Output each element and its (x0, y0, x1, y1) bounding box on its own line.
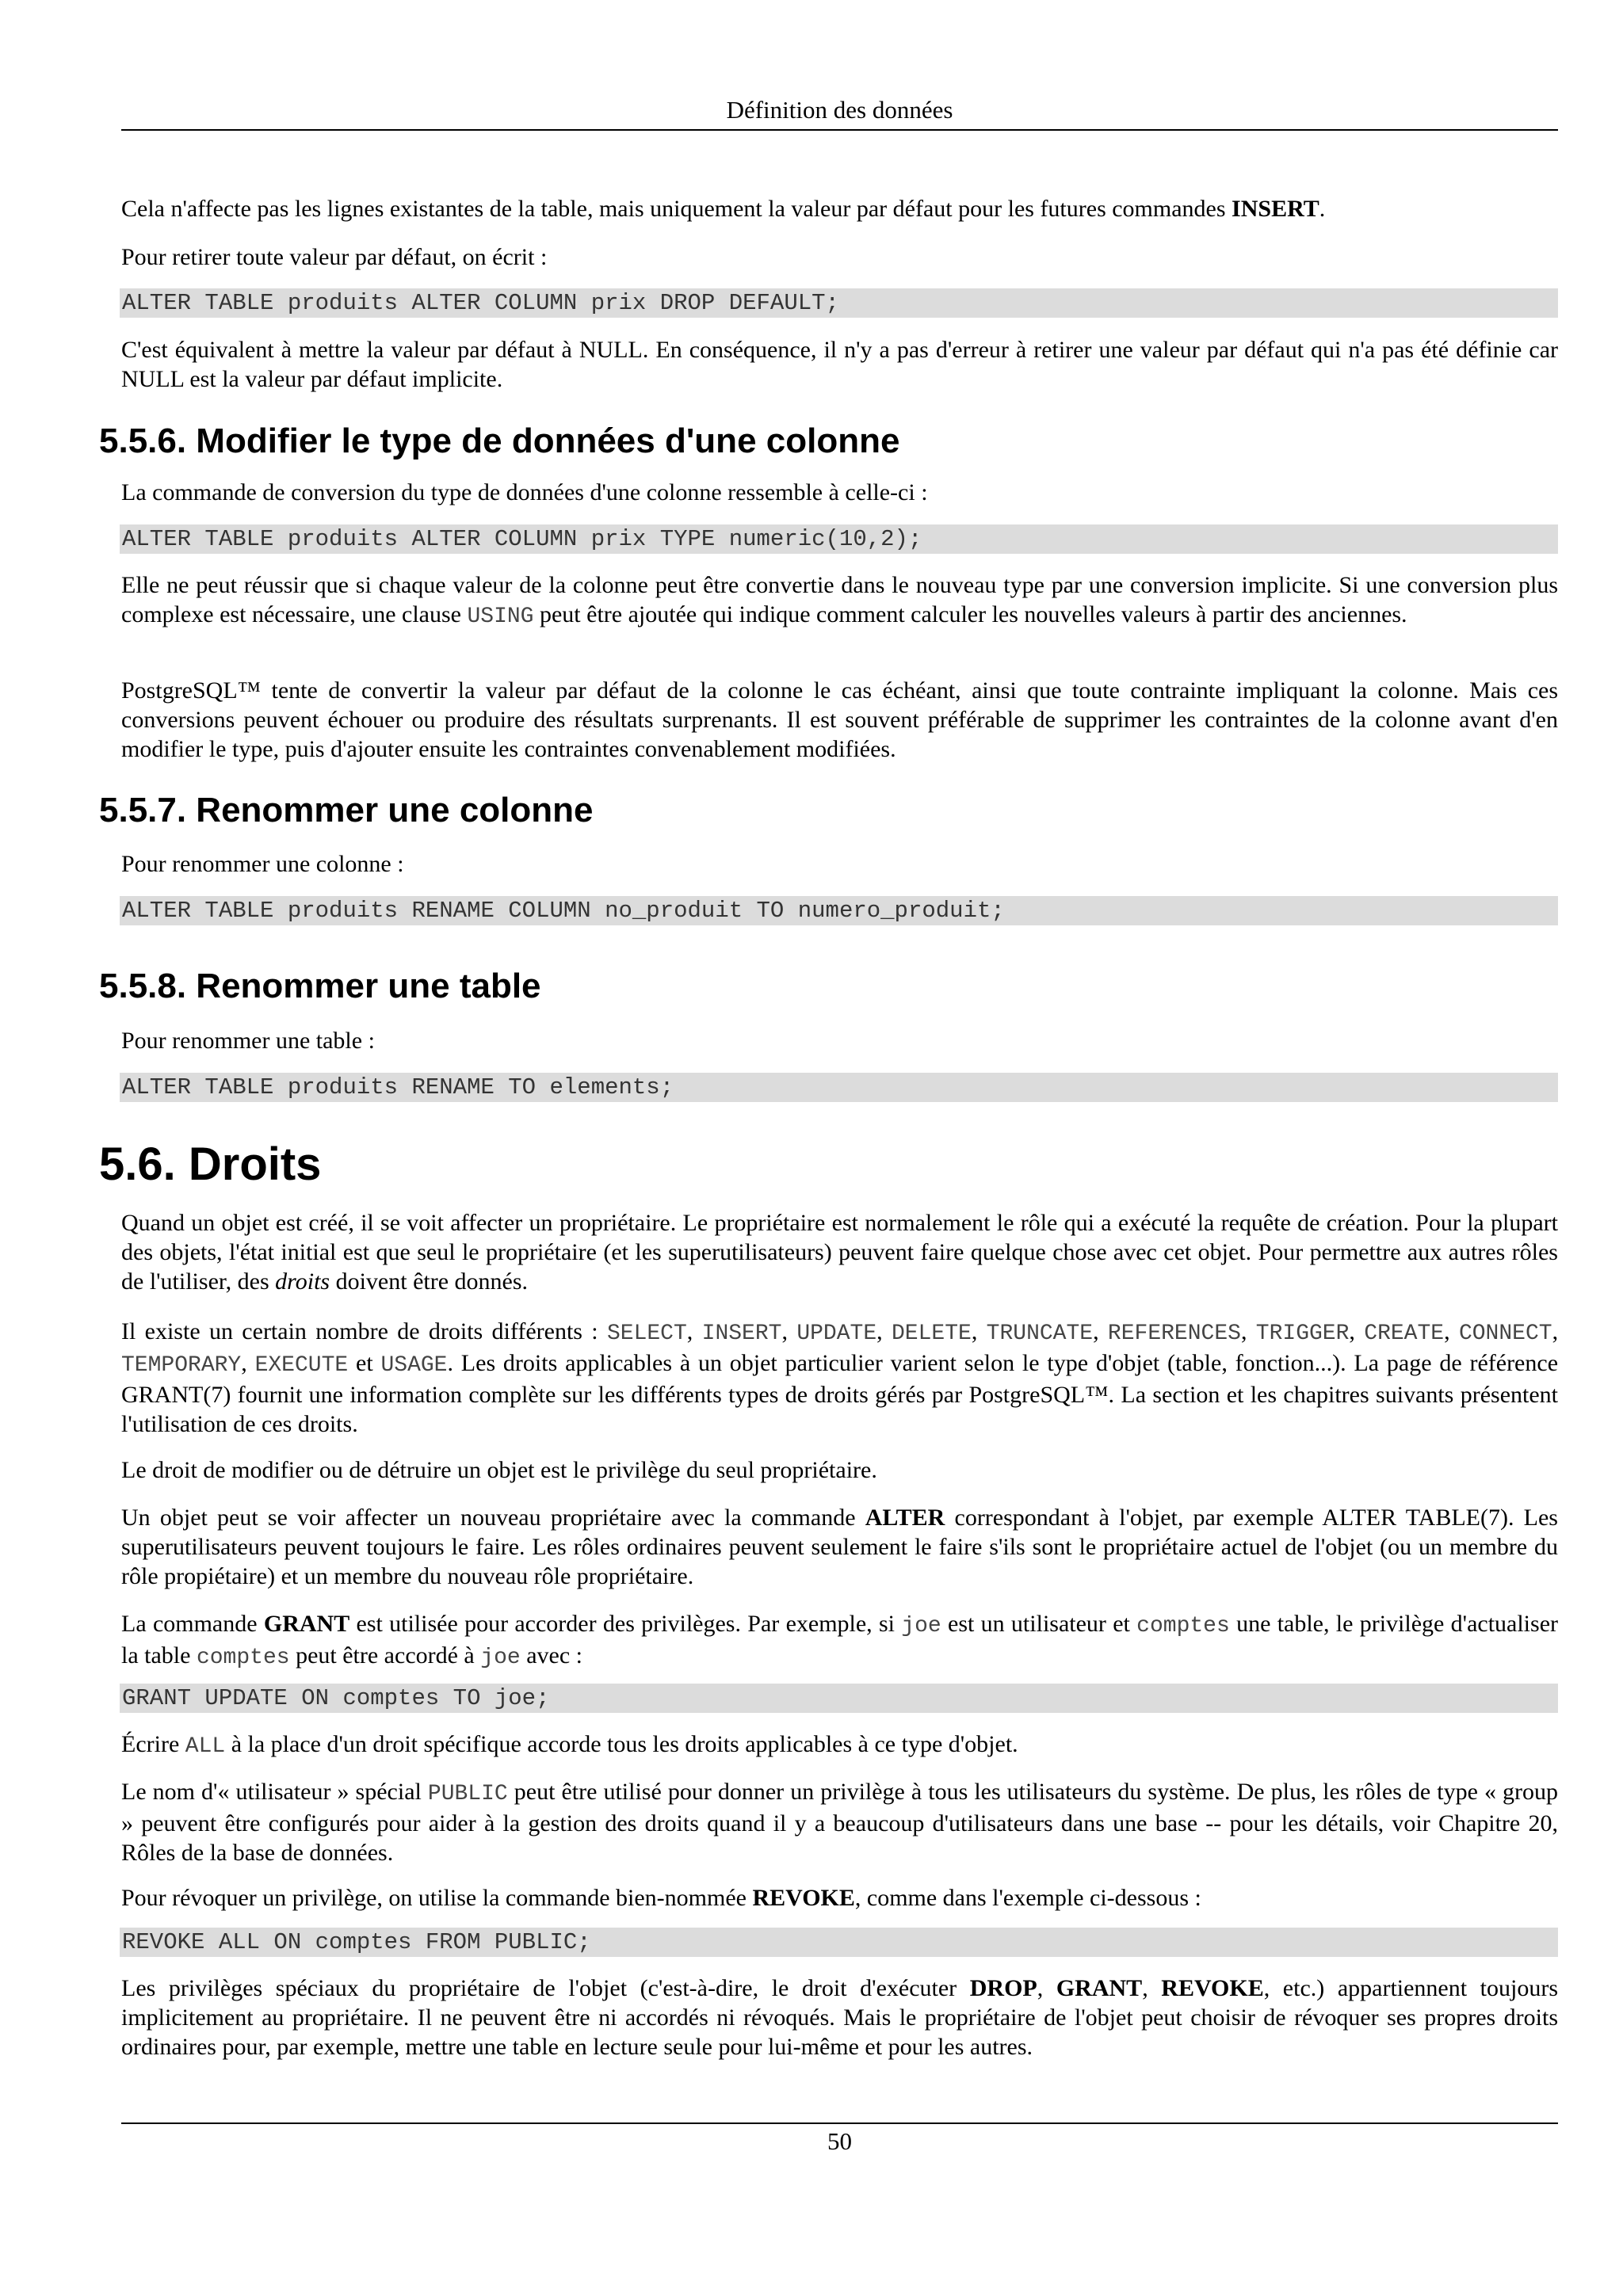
keyword-revoke: REVOKE (752, 1885, 855, 1911)
paragraph: PostgreSQL™ tente de convertir la valeur par défaut de la colonne le cas échéant, ainsi que toute contrainte impliquant la colonne. Mais ces conversions peuvent échouer ou produire des résultats surprenants. Il est souvent préférable de supprimer les contraintes de la colonne avant d'en modifier le type, puis d'ajouter ensuite les contraintes convenablement modifiées. (121, 677, 1558, 762)
inline-code: TEMPORARY (121, 1353, 242, 1378)
text: Cela n'affecte pas les lignes existantes de la table, mais uniquement la valeur par défaut pour les futures commandes (121, 196, 1232, 222)
code-block: ALTER TABLE produits ALTER COLUMN prix DROP DEFAULT; (120, 288, 1558, 318)
text: , comme dans l'exemple ci-dessous : (854, 1885, 1201, 1911)
text: Écrire (121, 1731, 185, 1757)
keyword-grant: GRANT (263, 1611, 350, 1637)
paragraph (121, 1883, 1558, 1913)
paragraph: Pour renommer une table : (121, 1028, 375, 1054)
section-heading-5-6: 5.6. Droits (99, 1138, 322, 1190)
keyword-alter: ALTER (865, 1505, 945, 1531)
text: Pour révoquer un privilège, on utilise la commande bien-nommée (121, 1885, 753, 1911)
section-heading-5-5-8: 5.5.8. Renommer une table (99, 967, 541, 1005)
text: , (686, 1318, 702, 1344)
code-block: ALTER TABLE produits ALTER COLUMN prix TYPE numeric(10,2); (120, 524, 1558, 554)
inline-code: REFERENCES (1107, 1322, 1241, 1346)
text: , (1037, 1975, 1056, 2001)
text: correspondant à l'objet, par exemple ALTER TABLE(7). Les superutilisateurs peuvent toujours le faire. Les rôles ordinaires peuvent seulement le faire s'ils sont le propriétaire actuel de l'objet (ou un membre du rôle propiétaire) et un membre du nouveau rôle propriétaire. (121, 1505, 1558, 1589)
text: Il existe un certain nombre de droits différents : (121, 1318, 607, 1344)
page-number: 50 (827, 2127, 852, 2155)
inline-code: UPDATE (796, 1322, 877, 1346)
text: Le nom d'« utilisateur » spécial (121, 1779, 428, 1805)
text: Les privilèges spéciaux du propriétaire de l'objet (c'est-à-dire, le droit d'exécuter (121, 1975, 970, 2001)
header-rule (121, 129, 1558, 131)
text: une table, le privilège d'actualiser la table (121, 1611, 1558, 1669)
inline-code: INSERT (701, 1322, 782, 1346)
section-heading-5-5-6: 5.5.6. Modifier le type de données d'une colonne (99, 421, 900, 460)
text: . (1319, 196, 1326, 222)
paragraph (121, 1208, 1558, 1296)
text: , (1349, 1318, 1365, 1344)
keyword-grant: GRANT (1056, 1975, 1143, 2001)
inline-code: joe (901, 1614, 941, 1638)
text: peut être ajoutée qui indique comment calculer les nouvelles valeurs à partir des anciennes. (533, 601, 1407, 627)
paragraph (121, 194, 1558, 223)
section-heading-5-5-7: 5.5.7. Renommer une colonne (99, 791, 594, 830)
inline-code: CREATE (1364, 1322, 1445, 1346)
text: La commande (121, 1611, 264, 1637)
inline-code: PUBLIC (427, 1782, 508, 1806)
text: est un utilisateur et (941, 1611, 1137, 1637)
text: , (241, 1350, 255, 1376)
text: Un objet peut se voir affecter un nouveau propriétaire avec la commande (121, 1505, 865, 1531)
inline-code: USAGE (380, 1353, 448, 1378)
inline-code: ALL (185, 1734, 226, 1759)
text: peut être utilisé pour donner un privilège à tous les utilisateurs du système. De plus, les rôles de type « group » peuvent être configurés pour aider à la gestion des droits quand il y a beaucoup d'utilisateurs dans une base -- pour les détails, voir Chapitre 20, Rôles de la base de données. (121, 1779, 1558, 1866)
text: , (1240, 1318, 1256, 1344)
text: , (781, 1318, 797, 1344)
inline-code: CONNECT (1458, 1322, 1552, 1346)
code-block: ALTER TABLE produits RENAME TO elements; (120, 1073, 1558, 1102)
text: et (348, 1350, 381, 1376)
paragraph (121, 1777, 1558, 1867)
text: Elle ne peut réussir que si chaque valeur de la colonne peut être convertie dans le nouveau type par une conversion implicite. Si une conversion plus complexe est nécessaire, une clause (121, 572, 1558, 627)
inline-code: TRUNCATE (986, 1322, 1094, 1346)
inline-code: joe (480, 1646, 521, 1670)
text: peut être accordé à (289, 1642, 481, 1669)
inline-code: SELECT (606, 1322, 687, 1346)
text: . Les droits applicables à un objet particulier varient selon le type d'objet (table, fonction...). La page de référence GRANT(7) fournit une information complète sur les différents types de droits gérés par PostgreSQL™. La section et les chapitres suivants présentent l'utilisation de ces droits. (121, 1350, 1559, 1437)
keyword-drop: DROP (969, 1975, 1037, 2001)
paragraph (121, 1609, 1558, 1672)
inline-code: comptes (196, 1646, 290, 1670)
inline-code: comptes (1136, 1614, 1230, 1638)
paragraph: C'est équivalent à mettre la valeur par défaut à NULL. En conséquence, il n'y a pas d'erreur à retirer une valeur par défaut qui n'a pas été définie car NULL est la valeur par défaut implicite. (121, 337, 1558, 392)
text: avec : (520, 1642, 582, 1669)
text: , (1444, 1318, 1459, 1344)
paragraph: Pour retirer toute valeur par défaut, on écrit : (121, 244, 548, 270)
inline-code: DELETE (891, 1322, 972, 1346)
text: à la place d'un droit spécifique accorde tous les droits applicables à ce type d'objet. (225, 1731, 1018, 1757)
text: Quand un objet est créé, il se voit affecter un propriétaire. Le propriétaire est normalement le rôle qui a exécuté la requête de création. Pour la plupart des objets, l'état initial est que seul le propriétaire (et les superutilisateurs) peuvent faire quelque chose avec cet objet. Pour permettre aux autres rôles de l'utiliser, des (121, 1210, 1558, 1295)
inline-code: EXECUTE (254, 1353, 349, 1378)
code-block: GRANT UPDATE ON comptes TO joe; (120, 1684, 1558, 1713)
paragraph: La commande de conversion du type de données d'une colonne ressemble à celle-ci : (121, 479, 928, 505)
paragraph (121, 1974, 1558, 2061)
running-header: Définition des données (726, 96, 953, 124)
paragraph: Le droit de modifier ou de détruire un objet est le privilège du seul propriétaire. (121, 1457, 877, 1483)
emphasis: droits (275, 1268, 330, 1295)
text: doivent être donnés. (330, 1268, 529, 1295)
text: est utilisée pour accorder des privilèges. Par exemple, si (349, 1611, 902, 1637)
inline-code: USING (467, 605, 534, 629)
text: , (1552, 1318, 1559, 1344)
inline-code: TRIGGER (1255, 1322, 1350, 1346)
text: , (1142, 1975, 1162, 2001)
text: , (971, 1318, 987, 1344)
text: , (1093, 1318, 1108, 1344)
footer-rule (121, 2122, 1558, 2124)
paragraph (121, 1730, 1558, 1761)
text: , (876, 1318, 892, 1344)
code-block: ALTER TABLE produits RENAME COLUMN no_produit TO numero_produit; (120, 896, 1558, 925)
code-block: REVOKE ALL ON comptes FROM PUBLIC; (120, 1928, 1558, 1957)
paragraph: Pour renommer une colonne : (121, 851, 404, 877)
paragraph (121, 1503, 1558, 1591)
text: , etc.) appartiennent toujours implicitement au propriétaire. Il ne peuvent être ni accordés ni révoqués. Mais le propriétaire de l'objet peut choisir de révoquer ses propres droits ordinaires pour, par exemple, mettre une table en lecture seule pour lui-même et pour les autres. (121, 1975, 1559, 2060)
paragraph (121, 1317, 1558, 1439)
keyword-insert: INSERT (1232, 196, 1319, 222)
paragraph (121, 570, 1558, 631)
keyword-revoke: REVOKE (1161, 1975, 1264, 2001)
